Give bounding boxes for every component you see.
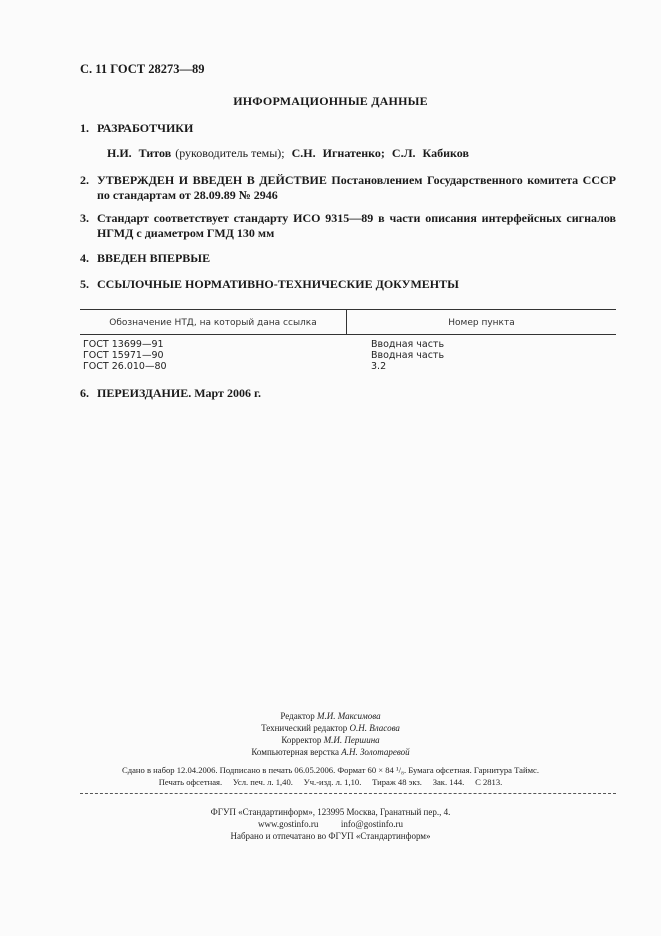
developers-line — [107, 146, 473, 161]
divider-line — [80, 793, 616, 794]
section-text: РАЗРАБОТЧИКИ — [97, 121, 194, 135]
section-5 — [80, 277, 616, 292]
credit-name: М.И. Максимова — [317, 711, 381, 721]
developer-role: (руководитель темы); — [175, 146, 285, 160]
table-cell-designation: ГОСТ 26.010—80 — [83, 361, 167, 372]
table-rule — [80, 309, 616, 310]
section-number: 1. — [80, 121, 89, 135]
section-text: ССЫЛОЧНЫЕ НОРМАТИВНО-ТЕХНИЧЕСКИЕ ДОКУМЕНТЫ — [97, 277, 459, 291]
publisher-contacts: www.gostinfo.ru info@gostinfo.ru — [258, 819, 403, 829]
developer-surname: Игнатенко; — [322, 146, 385, 160]
credit-name: А.Н. Золотаревой — [341, 747, 410, 757]
credit-name: М.И. Першина — [323, 735, 380, 745]
credit-name: О.Н. Власова — [349, 723, 400, 733]
developer-surname: Титов — [138, 146, 172, 160]
credit-label: Технический редактор — [261, 723, 348, 733]
credit-label: Компьютерная верстка — [251, 747, 339, 757]
section-4 — [80, 251, 616, 266]
section-3 — [80, 211, 616, 241]
credit-proofreader — [0, 734, 661, 746]
table-cell-clause: Вводная часть — [371, 339, 445, 350]
table-header-clause: Номер пункта — [448, 318, 515, 328]
section-text — [97, 173, 616, 203]
section-number: 4. — [80, 251, 89, 265]
section-1 — [80, 121, 616, 136]
publisher-address: ФГУП «Стандартинформ», 123995 Москва, Гранатный пер., 4. — [210, 807, 451, 817]
developer-initials: С.Н. — [291, 146, 316, 160]
section-text: Стандарт соответствует стандарту ИСО 9315—89 в части описания интерфейсных сигналов НГМД с диаметром ГМД 130 мм — [97, 211, 616, 240]
section-number: 5. — [80, 277, 89, 291]
section-text: ВВЕДЕН ВПЕРВЫЕ — [97, 251, 211, 265]
credit-editor — [0, 710, 661, 722]
section-body: Постановлением Государственного комитета СССР по стандартам от 28.09.89 № 2946 — [97, 173, 616, 202]
credit-label: Корректор — [281, 735, 322, 745]
developer-initials: С.Л. — [391, 146, 416, 160]
section-number: 2. — [80, 173, 89, 187]
credit-tech-editor — [0, 722, 661, 734]
credit-layout — [0, 746, 661, 758]
developer-surname: Кабиков — [422, 146, 469, 160]
imprint-credits — [0, 710, 661, 758]
page-title: ИНФОРМАЦИОННЫЕ ДАННЫЕ — [233, 94, 428, 108]
section-2 — [80, 173, 616, 203]
section-number: 6. — [80, 386, 89, 400]
table-header-designation: Обозначение НТД, на который дана ссылка — [109, 318, 317, 328]
table-rule — [80, 334, 616, 335]
section-lead: УТВЕРЖДЕН И ВВЕДЕН В ДЕЙСТВИЕ — [97, 173, 327, 187]
table-cell-designation: ГОСТ 15971—90 — [83, 350, 164, 361]
section-text: ПЕРЕИЗДАНИЕ. Март 2006 г. — [97, 386, 262, 400]
page-header: С. 11 ГОСТ 28273—89 — [80, 62, 205, 76]
print-details-line-2: Печать офсетная. Усл. печ. л. 1,40. Уч.-изд. л. 1,10. Тираж 48 экз. Зак. 144. С 2813. — [158, 777, 503, 787]
section-number: 3. — [80, 211, 89, 225]
table-cell-designation: ГОСТ 13699—91 — [83, 339, 164, 350]
credit-label: Редактор — [280, 711, 315, 721]
print-details-line-1: Сдано в набор 12.04.2006. Подписано в печать 06.05.2006. Формат 60 × 84 ¹/₈. Бумага офсетная. Гарнитура Таймс. — [122, 765, 539, 775]
table-cell-clause: Вводная часть — [371, 350, 445, 361]
publisher-printed-by: Набрано и отпечатано во ФГУП «Стандартинформ» — [230, 831, 431, 841]
developer-initials: Н.И. — [107, 146, 132, 160]
table-cell-clause: 3.2 — [371, 361, 387, 372]
section-6 — [80, 386, 616, 401]
